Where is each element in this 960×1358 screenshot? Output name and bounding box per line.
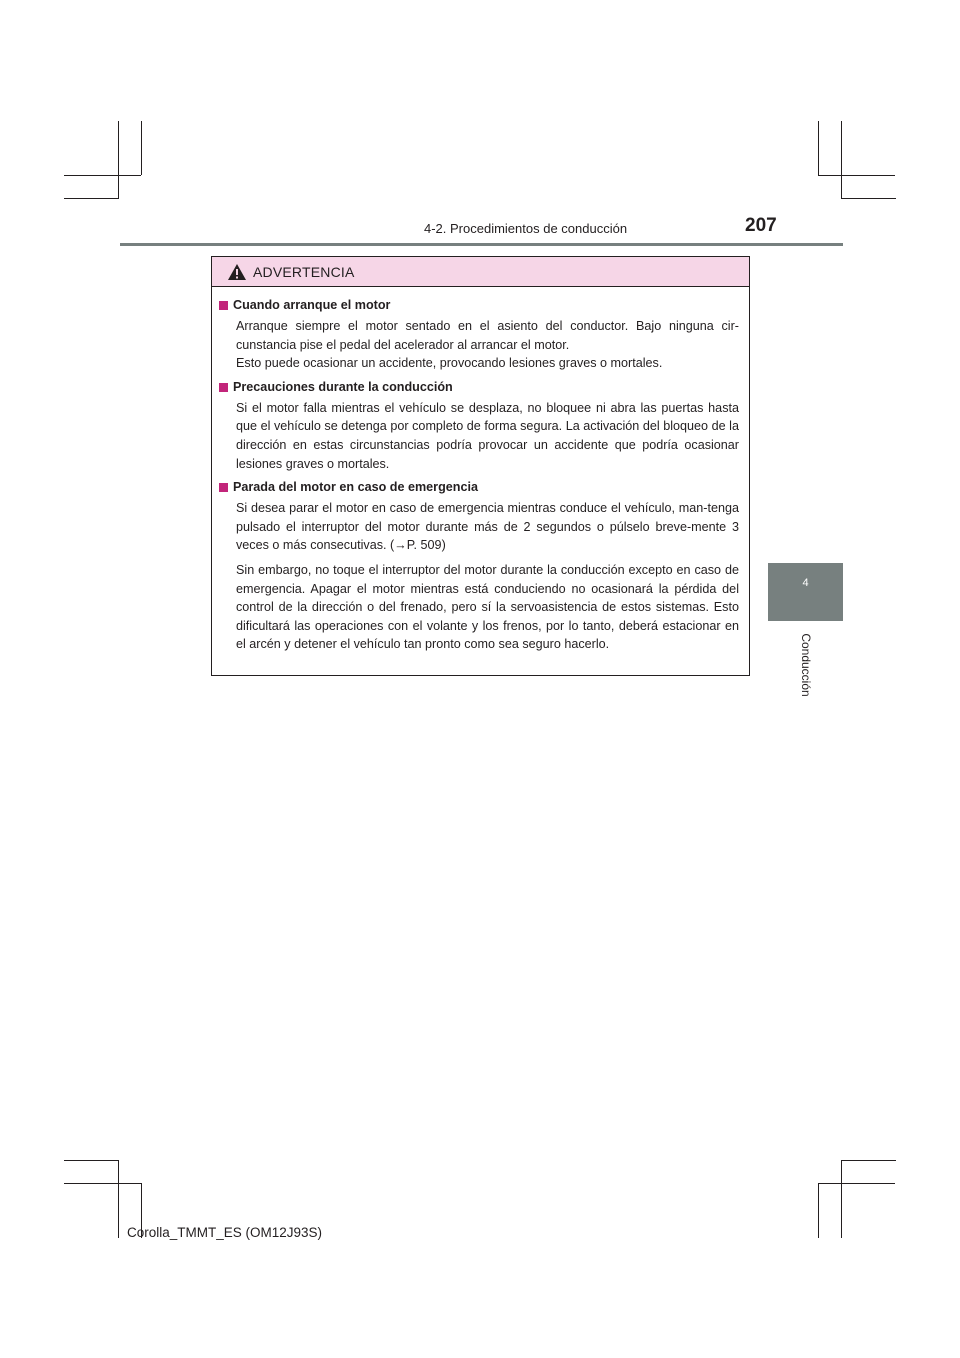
crop-mark	[141, 121, 142, 175]
warning-title: ADVERTENCIA	[253, 263, 355, 280]
warning-header	[212, 257, 749, 287]
heading-text: Parada del motor en caso de emergencia	[233, 480, 478, 495]
crop-mark	[118, 121, 119, 199]
header-divider	[120, 243, 843, 246]
crop-mark	[818, 175, 895, 176]
crop-mark	[841, 1160, 842, 1238]
warning-item-heading	[219, 379, 739, 396]
warning-item-heading	[219, 479, 739, 496]
warning-item	[219, 479, 739, 654]
crop-mark	[841, 198, 896, 199]
paragraph: Esto puede ocasionar un accidente, provocando lesiones graves o mortales.	[236, 356, 663, 371]
chapter-label: Conducción	[799, 633, 813, 697]
page-number: 207	[745, 215, 777, 236]
crop-mark	[64, 1160, 119, 1161]
crop-mark	[64, 198, 119, 199]
crop-mark	[841, 1160, 896, 1161]
bullet-square-icon	[219, 383, 228, 392]
crop-mark	[64, 175, 141, 176]
warning-item	[219, 297, 739, 373]
document-code: Corolla_TMMT_ES (OM12J93S)	[127, 1225, 323, 1240]
paragraph: Arranque siempre el motor sentado en el asiento del conductor. Bajo ninguna cir-cunstancia pise el pedal del acelerador al arrancar el motor.	[236, 319, 739, 352]
paragraph: Sin embargo, no toque el interruptor del motor durante la conducción excepto en caso de emergencia. Apagar el motor mientras está conduciendo no ocasionará la pérdida del control de la dirección o del frenado, pero sí la servoasistencia de estos sistemas. Esto dificultará las operaciones con el volante y los frenos, por lo tanto, deberá estacionar en el arcén y detener el vehículo tan pronto como sea seguro hacerlo.	[236, 562, 739, 652]
crop-mark	[818, 121, 819, 175]
heading-text: Precauciones durante la conducción	[233, 379, 453, 394]
warning-box	[211, 256, 750, 676]
crop-mark	[818, 1183, 895, 1184]
paragraph: Si desea parar el motor en caso de emergencia mientras conduce el vehículo, man-tenga pulsado el interruptor del motor durante más de 2 segundos o púlselo breve-mente 3 veces o más consecutivas. (→P. 509)	[236, 501, 739, 553]
heading-text: Cuando arranque el motor	[233, 298, 391, 312]
chapter-label-container	[796, 630, 816, 700]
warning-triangle-icon	[227, 263, 247, 281]
bullet-square-icon	[219, 483, 228, 492]
section-title: 4-2. Procedimientos de conducción	[424, 221, 628, 236]
warning-item-heading	[219, 297, 739, 314]
chapter-number: 4	[802, 577, 809, 589]
bullet-square-icon	[219, 301, 228, 310]
crop-mark	[841, 121, 842, 199]
warning-item	[219, 379, 739, 473]
chapter-tab	[768, 563, 843, 621]
crop-mark	[118, 1160, 119, 1238]
paragraph: Si el motor falla mientras el vehículo se desplaza, no bloquee ni abra las puertas hasta que el vehículo se detenga por completo de forma segura. La activación del bloqueo de la dirección en estas circunstancias podría provocar un accidente que podría ocasionar lesiones graves o mortales.	[236, 400, 739, 471]
warning-body	[212, 287, 749, 654]
crop-mark	[64, 1183, 141, 1184]
crop-mark	[818, 1183, 819, 1238]
